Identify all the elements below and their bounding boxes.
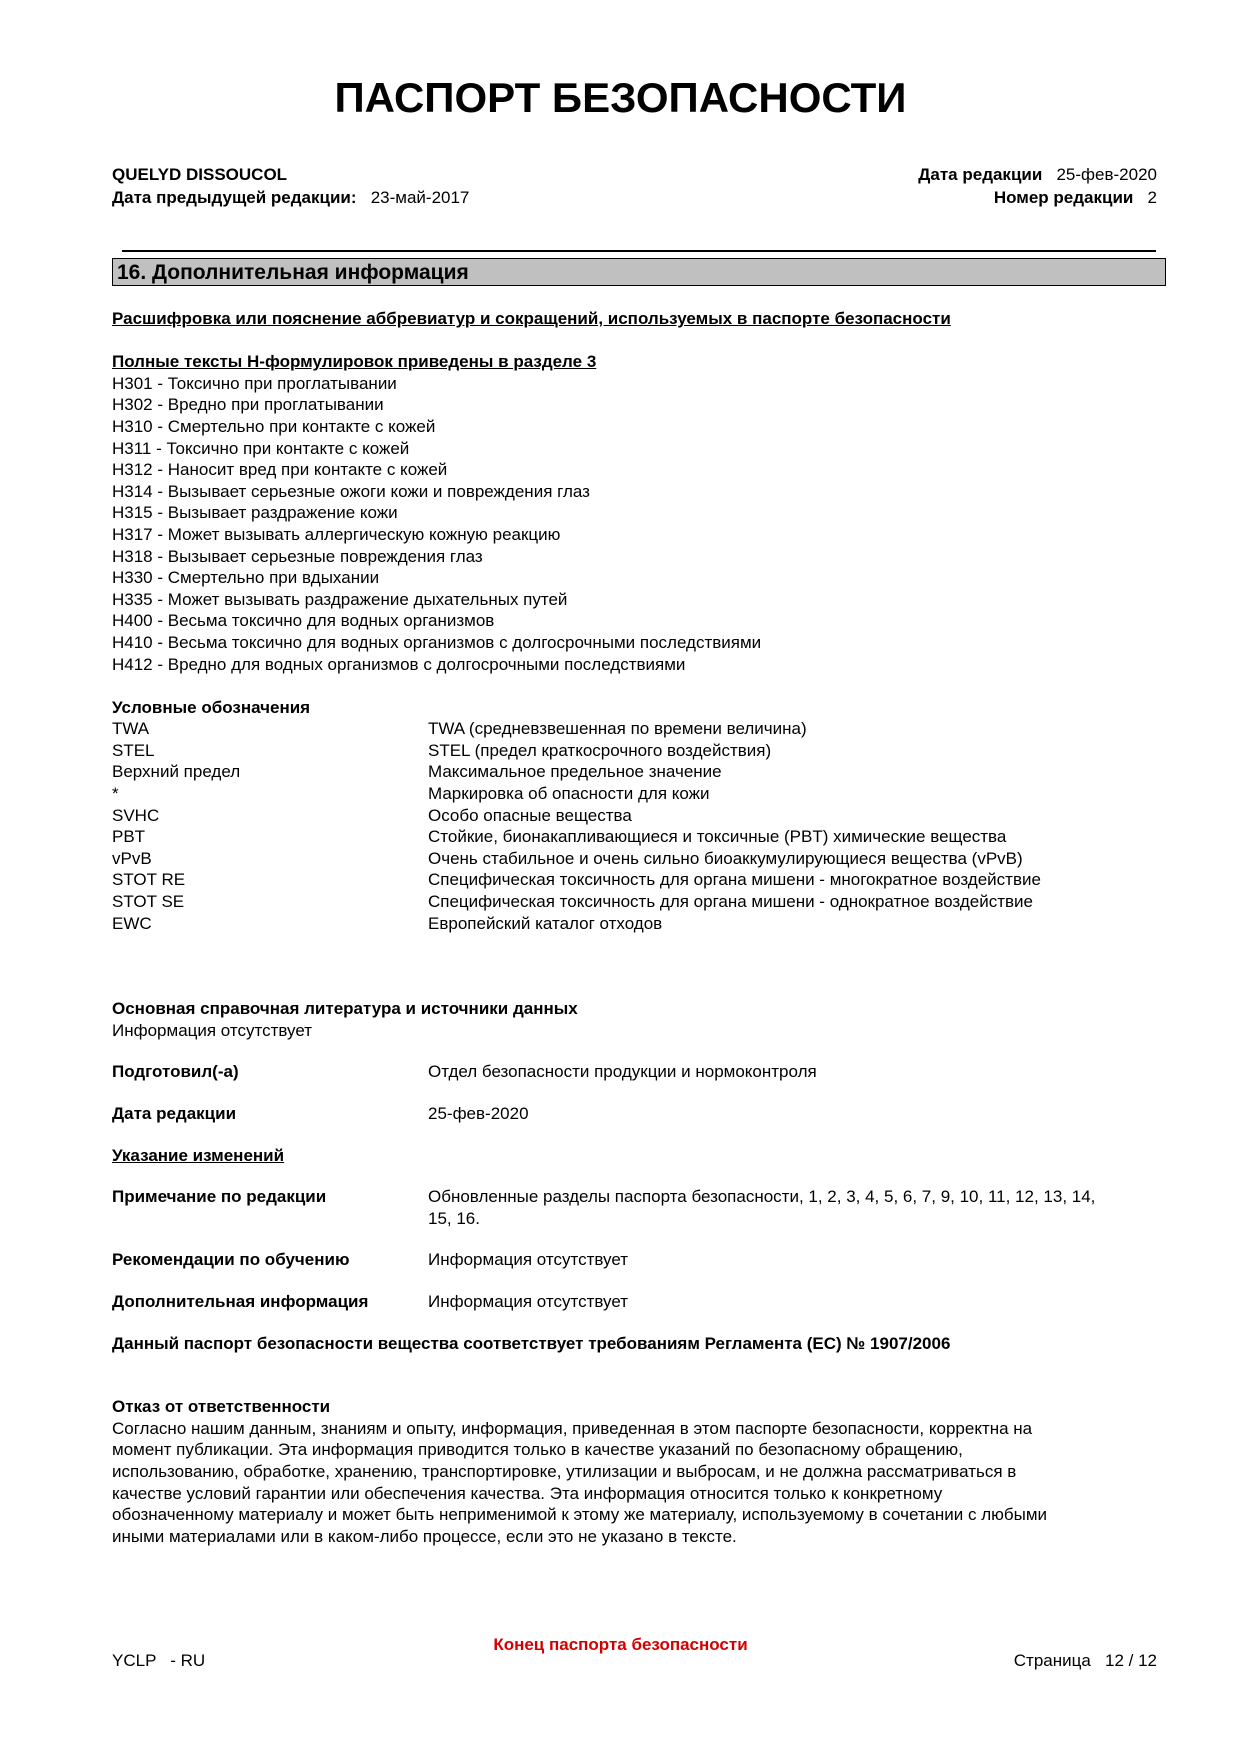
additional-label: Дополнительная информация [112,1291,369,1311]
literature-value: Информация отсутствует [112,1020,313,1040]
compliance-statement: Данный паспорт безопасности вещества соответствует требованиям Регламента (ЕС) № 1907/2006 [112,1333,951,1353]
legend-row [112,848,1172,870]
legend-term: PBT [112,827,146,847]
legend-definition: Европейский каталог отходов [428,913,663,933]
previous-revision [112,187,469,209]
legend-row [112,826,1172,848]
legend-term: Верхний предел [112,762,241,782]
footer-page [1014,1650,1157,1672]
literature-heading: Основная справочная литература и источники данных [112,999,578,1019]
changes-heading: Указание изменений [112,1145,285,1165]
legend-definition: Маркировка об опасности для кожи [428,784,710,804]
abbrev-heading: Расшифровка или пояснение аббревиатур и сокращений, используемых в паспорте безопасности [112,309,951,328]
revision-number-label: Номер редакции [993,188,1134,207]
prepared-row [112,1061,1172,1083]
legend-row [112,740,1172,762]
revision-date-value: 25-фев-2020 [1056,165,1157,184]
revision-number-value: 2 [1147,188,1157,207]
legend-row [112,913,1172,935]
h-statement: H317 - Может вызывать аллергическую кожную реакцию [112,524,561,544]
product-name: QUELYD DISSOUCOL [112,165,288,184]
h-statement: H318 - Вызывает серьезные повреждения глаз [112,546,483,566]
additional-value: Информация отсутствует [428,1291,629,1311]
revision-note-label: Примечание по редакции [112,1187,327,1207]
section-body [112,308,1172,1547]
previous-revision-date: 23-май-2017 [370,188,470,207]
legend-definition: Специфическая токсичность для органа мишени - однократное воздействие [428,892,1033,912]
previous-revision-label: Дата предыдущей редакции: [112,188,357,207]
legend-row [112,783,1172,805]
legend-term: STEL [112,740,155,760]
revision-note-line: 15, 16. [428,1208,480,1228]
h-statement: H412 - Вредно для водных организмов с долгосрочными последствиями [112,654,686,674]
legend-term: vPvB [112,848,152,868]
training-row [112,1249,1172,1271]
legend-term: SVHC [112,805,160,825]
legend-term: EWC [112,913,152,933]
revdate-label: Дата редакции [112,1104,237,1123]
h-statement: H335 - Может вызывать раздражение дыхательных путей [112,589,568,609]
h-statement: H311 - Токсично при контакте с кожей [112,438,410,458]
h-statement: H330 - Смертельно при вдыхании [112,568,380,588]
h-statement: H315 - Вызывает раздражение кожи [112,503,398,523]
h-statement: H410 - Весьма токсично для водных организмов с долгосрочными последствиями [112,632,762,652]
legend-row [112,761,1172,783]
end-of-document-note: Конец паспорта безопасности [493,1635,748,1654]
footer-page-label: Страница [1013,1651,1091,1670]
revdate-value: 25-фев-2020 [428,1104,529,1123]
additional-row [112,1291,1172,1313]
legend-list [112,718,1172,934]
revision-note-line: Обновленные разделы паспорта безопасности, 1, 2, 3, 4, 5, 6, 7, 9, 10, 11, 12, 13, 14, [428,1187,1096,1207]
prepared-label: Подготовил(-а) [112,1062,239,1082]
document-title: ПАСПОРТ БЕЗОПАСНОСТИ [334,74,907,121]
h-statement: H314 - Вызывает серьезные ожоги кожи и повреждения глаз [112,481,590,501]
h-statement: H312 - Наносит вред при контакте с кожей [112,460,448,480]
legend-term: STOT RE [112,870,186,890]
legend-definition: Стойкие, бионакапливающиеся и токсичные (PBT) химические вещества [428,827,1007,847]
disclaimer-line: использованию, обработке, хранению, транспортировке, утилизации и выбросам, и не должна рассматриваться в [112,1461,1017,1481]
revision-date-label: Дата редакции [918,165,1043,184]
disclaimer-text [112,1418,1172,1548]
disclaimer-line: Согласно нашим данным, знаниям и опыту, информация, приведенная в этом паспорте безопасности, корректна на [112,1418,1033,1438]
legend-term: TWA [112,719,150,739]
revision-note-row [112,1186,1172,1208]
h-statement: H302 - Вредно при проглатывании [112,395,384,415]
legend-row [112,891,1172,913]
legend-heading: Условные обозначения [112,697,311,717]
revdate-row [112,1103,1172,1125]
legend-term: * [112,784,119,804]
revision-note-row [112,1208,1172,1230]
legend-definition: Максимальное предельное значение [428,762,722,782]
h-statement: H310 - Смертельно при контакте с кожей [112,416,436,436]
revision-date [918,164,1157,186]
footer-doc-code: YCLP - RU [112,1651,206,1670]
disclaimer-line: момент публикации. Эта информация приводится только в качестве указаний по безопасному обращению, [112,1440,963,1460]
revision-number [994,187,1157,209]
legend-definition: Очень стабильное и очень сильно биоаккумулирующиеся вещества (vPvB) [428,848,1023,868]
legend-term: STOT SE [112,892,185,912]
header-divider [122,250,1156,252]
legend-row [112,718,1172,740]
h-statement: H400 - Весьма токсично для водных организмов [112,611,495,631]
legend-definition: TWA (средневзвешенная по времени величина) [428,719,807,739]
disclaimer-line: иными материалами или в каком-либо процессе, если это не указано в тексте. [112,1526,737,1546]
h-statement-list [112,373,1172,675]
disclaimer-line: обозначенному материалу и может быть неприменимой к этому же материалу, используемому в сочетании с любыми [112,1505,1048,1525]
footer-page-value: 12 / 12 [1105,1651,1157,1670]
section-header [112,258,1166,286]
disclaimer-heading: Отказ от ответственности [112,1397,331,1417]
legend-definition: Особо опасные вещества [428,805,632,825]
legend-definition: Специфическая токсичность для органа мишени - многократное воздействие [428,870,1041,890]
prepared-value: Отдел безопасности продукции и нормоконтроля [428,1062,817,1082]
h-statements-heading: Полные тексты Н-формулировок приведены в разделе 3 [112,352,597,372]
disclaimer-line: качестве условий гарантии или обеспечения качества. Эта информация относится только к конкретному [112,1483,943,1503]
training-label: Рекомендации по обучению [112,1250,350,1270]
legend-row [112,869,1172,891]
training-value: Информация отсутствует [428,1250,629,1270]
h-statement: H301 - Токсично при проглатывании [112,373,397,393]
section-title: 16. Дополнительная информация [117,261,469,284]
legend-definition: STEL (предел краткосрочного воздействия) [428,740,772,760]
legend-row [112,805,1172,827]
